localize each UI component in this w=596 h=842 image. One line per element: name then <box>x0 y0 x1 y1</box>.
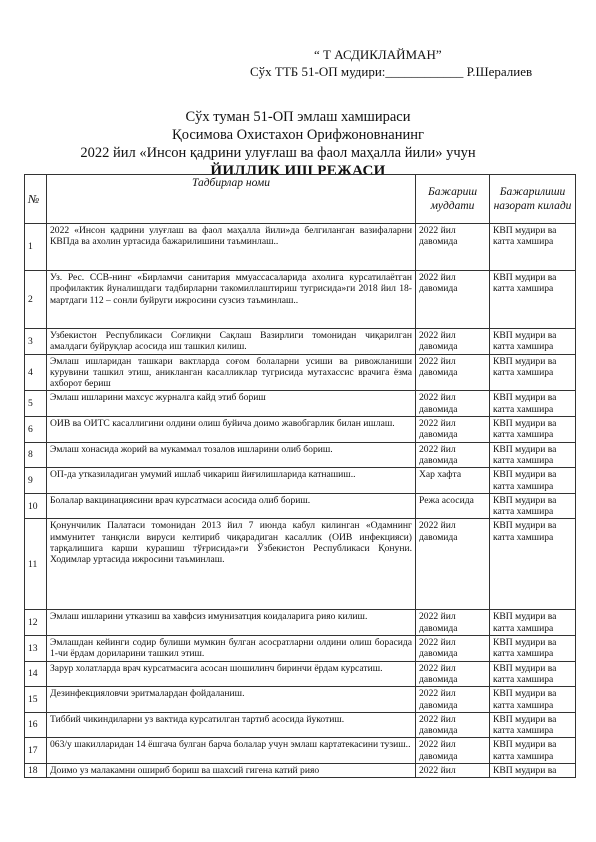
row-number: 1 <box>25 224 47 271</box>
table-row <box>25 493 576 519</box>
row-responsible: КВП мудири ва катта хамшира <box>490 610 576 636</box>
row-responsible: КВП мудири ва катта хамшира <box>490 224 576 271</box>
row-deadline: Режа асосида <box>416 493 490 519</box>
row-activity: Эмлаш ишларини утказиш ва хавфсиз имунизатция коидаларига рияо килиш. <box>47 610 416 636</box>
row-activity: 2022 «Инсон қадрини улуғлаш ва фаол маҳалла йили»да белгиланган вазифаларни КВПда ва ахолин уртасида бажарилишини таъминлаш.. <box>47 224 416 271</box>
column-header-activities: Тадбирлар номи <box>47 175 416 224</box>
row-deadline: 2022 йил давомида <box>416 636 490 662</box>
work-plan-table <box>24 174 576 778</box>
row-number: 3 <box>25 329 47 355</box>
header-line-2: Қосимова Охистахон Орифжоновнанинг <box>172 127 424 143</box>
column-header-number: № <box>25 175 47 224</box>
row-responsible: КВП мудири ва катта хамшира <box>490 687 576 713</box>
document-header <box>0 108 596 180</box>
approval-heading: “ Т АСДИКЛАЙМАН” <box>314 47 442 62</box>
table-row <box>25 687 576 713</box>
row-number: 17 <box>25 738 47 764</box>
row-activity: Тиббий чикиндиларни уз вактида курсатилган тартиб асосида йукотиш. <box>47 712 416 738</box>
row-number: 6 <box>25 417 47 443</box>
row-responsible: КВП мудири ва катта хамшира <box>490 519 576 610</box>
row-number: 14 <box>25 661 47 687</box>
row-number: 2 <box>25 271 47 329</box>
row-responsible: КВП мудири ва катта хамшира <box>490 712 576 738</box>
row-activity: ОИВ ва ОИТС касаллигини олдини олиш буйича доимо жавобгарлик билан ишлаш. <box>47 417 416 443</box>
row-number: 4 <box>25 354 47 391</box>
table-row <box>25 764 576 778</box>
table-body <box>25 224 576 778</box>
row-responsible: КВП мудири ва катта хамшира <box>490 468 576 494</box>
table-row <box>25 738 576 764</box>
row-deadline: 2022 йил давомида <box>416 391 490 417</box>
row-responsible: КВП мудири ва катта хамшира <box>490 738 576 764</box>
row-activity: Болалар вакцинациясини врач курсатмаси асосида олиб бориш. <box>47 493 416 519</box>
row-responsible: КВП мудири ва катта хамшира <box>490 391 576 417</box>
row-responsible: КВП мудири ва <box>490 764 576 778</box>
row-deadline: 2022 йил давомида <box>416 442 490 468</box>
table-row <box>25 712 576 738</box>
row-deadline: 2022 йил давомида <box>416 271 490 329</box>
header-line-3: 2022 йил «Инсон қадрини улуғлаш ва фаол маҳалла йили» учун <box>80 145 476 161</box>
row-responsible: КВП мудири ва катта хамшира <box>490 417 576 443</box>
row-activity: Доимо уз малакамни ошириб бориш ва шахсий гигена катий рияо <box>47 764 416 778</box>
table-row <box>25 391 576 417</box>
row-number: 8 <box>25 442 47 468</box>
row-deadline: 2022 йил давомида <box>416 687 490 713</box>
table-header-row <box>25 175 576 224</box>
row-responsible: КВП мудири ва катта хамшира <box>490 329 576 355</box>
row-responsible: КВП мудири ва катта хамшира <box>490 271 576 329</box>
row-number: 13 <box>25 636 47 662</box>
row-responsible: КВП мудири ва катта хамшира <box>490 442 576 468</box>
table-row <box>25 610 576 636</box>
row-number: 18 <box>25 764 47 778</box>
table-row <box>25 661 576 687</box>
approval-signature-line: Сўх ТТБ 51-ОП мудири:____________ Р.Шералиев <box>250 64 533 79</box>
row-activity: Эмлаш ишларини махсус журналга кайд этиб бориш <box>47 391 416 417</box>
document-title: ЙИЛЛИК ИШ РЕЖАСИ <box>210 163 386 179</box>
table-row <box>25 271 576 329</box>
table-row <box>25 442 576 468</box>
row-deadline: 2022 йил давомида <box>416 712 490 738</box>
row-deadline: 2022 йил давомида <box>416 354 490 391</box>
row-deadline: 2022 йил давомида <box>416 738 490 764</box>
table-row <box>25 519 576 610</box>
row-number: 9 <box>25 468 47 494</box>
row-deadline: 2022 йил давомида <box>416 417 490 443</box>
column-header-responsible: Бажарилиши назорат килади <box>490 175 576 224</box>
row-deadline: 2022 йил давомида <box>416 519 490 610</box>
row-responsible: КВП мудири ва катта хамшира <box>490 354 576 391</box>
row-activity: Эмлашдан кейинги содир булиши мумкин булган асосратларни олдини олиш борасида 1-чи ёрдам дориларини ташкил этиш. <box>47 636 416 662</box>
row-deadline: 2022 йил <box>416 764 490 778</box>
row-activity: Қонунчилик Палатаси томонидан 2013 йил 7 июнда кабул килинган «Одамнинг иммунитет танқисли вируси келтириб чиқарадиган касаллик (ОИВ инфекцияси) тарқалишига карши курашиш тўғрисида»ги Ўзбекистон Республикаси Қонуни. Ходимлар уртасида ижросини таъминлаш. <box>47 519 416 610</box>
column-header-deadline: Бажариш муддати <box>416 175 490 224</box>
row-activity: Уз. Рес. ССВ-нинг «Бирламчи санитария ммуассасаларида ахолига курсатилаётган профилактик йуналишдаги тадбирларни такомиллаштириш тугрисида»ги 2018 йил 18-мартдаги 112 – сонли буйруги ижросини сузсиз таъминлаш.. <box>47 271 416 329</box>
approval-block <box>250 46 560 80</box>
table-row <box>25 417 576 443</box>
row-responsible: КВП мудири ва катта хамшира <box>490 636 576 662</box>
row-deadline: 2022 йил давомида <box>416 329 490 355</box>
row-number: 12 <box>25 610 47 636</box>
row-deadline: 2022 йил давомида <box>416 610 490 636</box>
row-responsible: КВП мудири ва катта хамшира <box>490 493 576 519</box>
table-row <box>25 468 576 494</box>
header-line-1: Сўх туман 51-ОП эмлаш хамшираси <box>185 109 411 125</box>
row-activity: Узбекистон Республикаси Соғлиқни Сақлаш Вазирлиги томонидан чиқарилган амалдаги буйруқлар асосида иш ташкил килиш. <box>47 329 416 355</box>
row-activity: Дезинфекцияловчи эритмалардан фойдаланиш. <box>47 687 416 713</box>
row-deadline: Хар хафта <box>416 468 490 494</box>
row-activity: Эмлаш хонасида жорий ва мукаммал тозалов ишларини олиб бориш. <box>47 442 416 468</box>
row-number: 16 <box>25 712 47 738</box>
row-number: 15 <box>25 687 47 713</box>
row-number: 5 <box>25 391 47 417</box>
row-responsible: КВП мудири ва катта хамшира <box>490 661 576 687</box>
row-activity: 063/у шакилларидан 14 ёшгача булган барча болалар учун эмлаш картатекасини тузиш.. <box>47 738 416 764</box>
row-deadline: 2022 йил давомида <box>416 661 490 687</box>
table-row <box>25 354 576 391</box>
row-deadline: 2022 йил давомида <box>416 224 490 271</box>
row-number: 10 <box>25 493 47 519</box>
row-activity: Зарур холатларда врач курсатмасига асосан шошилинч биринчи ёрдам курсатиш. <box>47 661 416 687</box>
row-number: 11 <box>25 519 47 610</box>
row-activity: ОП-да утказиладиган умумий ишлаб чикариш йиғилишларида катнашиш.. <box>47 468 416 494</box>
row-activity: Эмлаш ишларидан ташкари вактларда соғом болаларни усиши ва ривожланиши курувини ташкил этиш, аникланган касалликлар тугрисида мутахассис врачига ёзма ахборот бериш <box>47 354 416 391</box>
table-row <box>25 329 576 355</box>
table-row <box>25 636 576 662</box>
table-row <box>25 224 576 271</box>
